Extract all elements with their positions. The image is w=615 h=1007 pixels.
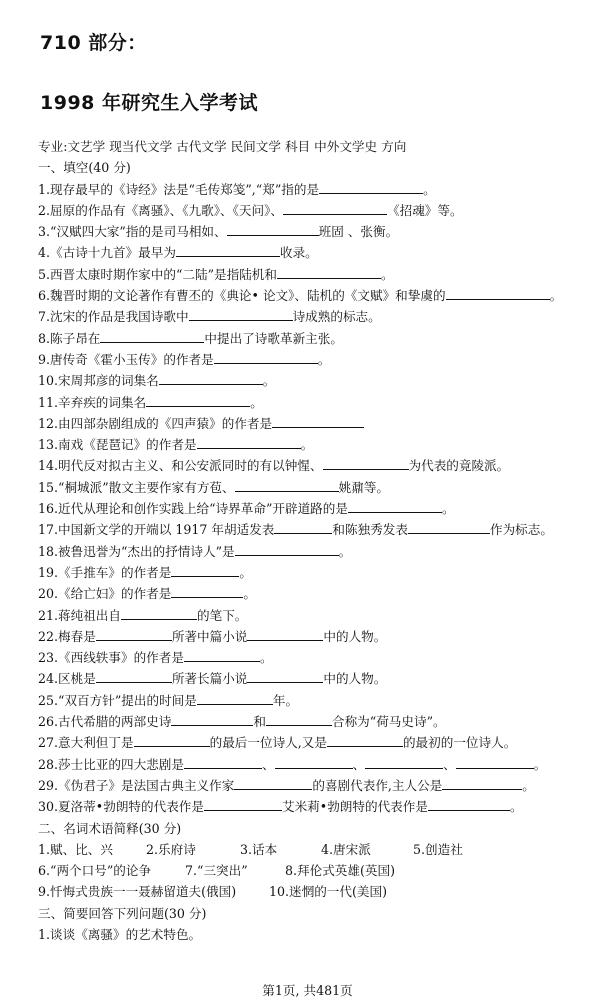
question-text: 中提出了诗歌革新主张。 bbox=[204, 330, 343, 346]
term-item: 8.拜伦式英雄(英国) bbox=[285, 863, 395, 879]
question-text: 15.“桐城派”散文主要作家有方苞、 bbox=[38, 479, 235, 495]
question-text: 年。 bbox=[272, 692, 299, 708]
question-text: 28.莎士比亚的四大悲剧是 bbox=[38, 756, 184, 772]
question-19 bbox=[38, 562, 598, 583]
question-11 bbox=[38, 392, 598, 413]
term-item: 3.话本 bbox=[240, 841, 278, 857]
question-text: 10.宋周邦彦的词集名 bbox=[38, 373, 159, 389]
question-text: 。 bbox=[259, 650, 273, 666]
answer-blank[interactable] bbox=[184, 648, 260, 662]
question-text: 2.屈原的作品有《离骚》、《九歌》、《天问》、 bbox=[38, 202, 283, 218]
answer-blank[interactable] bbox=[446, 286, 550, 300]
question-12 bbox=[38, 413, 598, 434]
question-text: 《招魂》等。 bbox=[387, 202, 463, 218]
answer-blank[interactable] bbox=[266, 712, 332, 726]
term-row bbox=[38, 860, 598, 881]
question-text: 12.由四部杂剧组成的《四声猿》的作者是 bbox=[38, 415, 273, 431]
question-30 bbox=[38, 796, 598, 817]
answer-blank[interactable] bbox=[235, 478, 339, 492]
answer-blank[interactable] bbox=[319, 180, 423, 194]
question-text: 。 bbox=[549, 288, 563, 304]
answer-blank[interactable] bbox=[100, 329, 204, 343]
term-item: 6.“两个口号”的论争 bbox=[38, 863, 152, 879]
question-2 bbox=[38, 200, 598, 221]
answer-blank[interactable] bbox=[247, 627, 323, 641]
answer-blank[interactable] bbox=[171, 712, 253, 726]
answer-blank[interactable] bbox=[234, 776, 312, 790]
short-answer-item: 1.谈谈《离骚》的艺术特色。 bbox=[38, 926, 202, 942]
question-text: 24.区桃是 bbox=[38, 671, 96, 687]
question-text: 21.蒋纯祖出自 bbox=[38, 607, 121, 623]
question-text: 。 bbox=[300, 437, 314, 453]
answer-blank[interactable] bbox=[272, 414, 364, 428]
term-item: 1.赋、比、兴 bbox=[38, 841, 113, 857]
question-text: 为代表的竟陵派。 bbox=[408, 458, 510, 474]
question-text: 姚鼐等。 bbox=[338, 479, 389, 495]
question-text: 11.辛弃疾的词集名 bbox=[38, 394, 147, 410]
question-text: 3.“汉赋四大家”指的是司马相如、 bbox=[38, 224, 227, 240]
answer-blank[interactable] bbox=[146, 393, 250, 407]
question-18 bbox=[38, 541, 598, 562]
question-text: 30.夏洛蒂•勃朗特的代表作是 bbox=[38, 799, 204, 815]
answer-blank[interactable] bbox=[323, 456, 409, 470]
question-text: 7.沈宋的作品是我国诗歌中 bbox=[38, 309, 189, 325]
term-list bbox=[38, 839, 598, 903]
question-text: 。 bbox=[423, 181, 436, 197]
question-text: 艾米莉•勃朗特的代表作是 bbox=[282, 799, 428, 815]
answer-blank[interactable] bbox=[197, 435, 301, 449]
question-text: 中的人物。 bbox=[323, 628, 387, 644]
question-text: 8.陈子昂在 bbox=[38, 330, 101, 346]
answer-blank[interactable] bbox=[428, 797, 510, 811]
answer-blank[interactable] bbox=[275, 755, 353, 769]
part3-heading: 三、简要回答下列问题(30 分) bbox=[38, 905, 207, 921]
question-text: 23.《西线轶事》的作者是 bbox=[38, 650, 184, 666]
question-text: 。 bbox=[243, 586, 256, 602]
question-text: 。 bbox=[509, 799, 523, 815]
question-text: 5.西晋太康时期作家中的“二陆”是指陆机和 bbox=[38, 266, 277, 282]
answer-blank[interactable] bbox=[204, 797, 282, 811]
question-20 bbox=[38, 583, 598, 604]
question-text: 班固 、张衡。 bbox=[318, 224, 399, 240]
subject-line: 专业:文艺学 现当代文学 古代文学 民间文学 科目 中外文学史 方向 bbox=[38, 139, 407, 154]
answer-blank[interactable] bbox=[171, 563, 239, 577]
question-29 bbox=[38, 775, 598, 796]
answer-blank[interactable] bbox=[235, 542, 339, 556]
question-text: 。 bbox=[262, 373, 276, 389]
answer-blank[interactable] bbox=[408, 520, 490, 534]
question-6 bbox=[38, 285, 598, 306]
question-7 bbox=[38, 306, 598, 327]
answer-blank[interactable] bbox=[189, 307, 293, 321]
question-14 bbox=[38, 455, 598, 476]
question-text: 。 bbox=[381, 266, 394, 282]
question-text: 的笔下。 bbox=[197, 607, 248, 623]
question-text: 13.南戏《琵琶记》的作者是 bbox=[38, 437, 197, 453]
answer-blank[interactable] bbox=[348, 499, 442, 513]
question-15 bbox=[38, 477, 598, 498]
question-text: 。 bbox=[317, 351, 331, 367]
question-9 bbox=[38, 349, 598, 370]
question-text: 25.“双百方针”提出的时间是 bbox=[38, 692, 197, 708]
answer-blank[interactable] bbox=[365, 755, 443, 769]
question-27 bbox=[38, 732, 598, 753]
answer-blank[interactable] bbox=[159, 371, 263, 385]
question-text: 16.近代从理论和创作实践上给“诗界革命”开辟道路的是 bbox=[38, 501, 348, 517]
question-text: 收录。 bbox=[279, 245, 318, 261]
question-text: 9.唐传奇《霍小玉传》的作者是 bbox=[38, 351, 214, 367]
term-row bbox=[38, 839, 598, 860]
question-text: 29.《伪君子》是法国古典主义作家 bbox=[38, 777, 235, 793]
question-26 bbox=[38, 711, 598, 732]
question-text: 14.明代反对拟古主义、和公安派同时的有以钟惺、 bbox=[38, 458, 323, 474]
question-10 bbox=[38, 370, 598, 391]
question-22 bbox=[38, 626, 598, 647]
question-text: 。 bbox=[338, 543, 352, 559]
question-text: 中的人物。 bbox=[323, 671, 387, 687]
question-text: 。 bbox=[239, 564, 252, 580]
term-item: 5.创造社 bbox=[413, 841, 463, 857]
question-text: 。 bbox=[250, 394, 263, 410]
fill-in-questions bbox=[38, 179, 598, 818]
question-text: 19.《手推车》的作者是 bbox=[38, 564, 172, 580]
question-text: 所著长篇小说 bbox=[171, 671, 248, 687]
question-text: 合称为“荷马史诗”。 bbox=[331, 714, 446, 730]
answer-blank[interactable] bbox=[274, 520, 332, 534]
question-1 bbox=[38, 179, 598, 200]
question-text: 4.《古诗十九首》最早为 bbox=[38, 245, 176, 261]
question-text: 的最后一位诗人,又是 bbox=[209, 735, 327, 751]
question-24 bbox=[38, 668, 598, 689]
term-item: 9.忏悔式贵族一一聂赫留道夫(俄国) bbox=[38, 884, 237, 900]
question-text: 6.魏晋时期的文论著作有曹丕的《典论• 论文》、陆机的《文赋》和挚虞的 bbox=[38, 288, 446, 304]
question-text: 1.现存最早的《诗经》法是“毛传郑笺”,“郑”指的是 bbox=[38, 181, 320, 197]
question-5 bbox=[38, 264, 598, 285]
question-3 bbox=[38, 221, 598, 242]
answer-blank[interactable] bbox=[96, 669, 172, 683]
question-text: 22.梅春是 bbox=[38, 628, 96, 644]
answer-blank[interactable] bbox=[96, 627, 172, 641]
question-25 bbox=[38, 690, 598, 711]
question-text: 和陈独秀发表 bbox=[332, 522, 408, 538]
term-item: 4.唐宋派 bbox=[321, 841, 371, 857]
answer-blank[interactable] bbox=[197, 691, 273, 705]
part2-heading: 二、名词术语简释(30 分) bbox=[38, 820, 182, 836]
page-footer: 第1页, 共481页 bbox=[262, 983, 353, 998]
question-text: 18.被鲁迅誉为“杰出的抒情诗人”是 bbox=[38, 543, 235, 559]
question-text: 17.中国新文学的开端以 1917 年胡适发表 bbox=[38, 522, 275, 538]
section-heading: 710 部分： bbox=[40, 32, 147, 54]
short-answer-questions bbox=[38, 924, 598, 945]
answer-blank[interactable] bbox=[171, 584, 243, 598]
question-17 bbox=[38, 519, 598, 540]
answer-blank[interactable] bbox=[176, 243, 280, 257]
answer-blank[interactable] bbox=[121, 606, 197, 620]
question-text: 所著中篇小说 bbox=[171, 628, 248, 644]
question-16 bbox=[38, 498, 598, 519]
question-21 bbox=[38, 605, 598, 626]
exam-title: 1998 年研究生入学考试 bbox=[40, 92, 258, 114]
question-text: 。 bbox=[522, 777, 535, 793]
part1-heading: 一、填空(40 分) bbox=[38, 160, 131, 176]
exam-content bbox=[38, 136, 598, 945]
question-23 bbox=[38, 647, 598, 668]
term-item: 7.“三突出” bbox=[185, 863, 248, 879]
answer-blank[interactable] bbox=[134, 733, 210, 747]
question-13 bbox=[38, 434, 598, 455]
question-text: 、 bbox=[352, 756, 366, 772]
question-text: 的喜剧代表作,主人公是 bbox=[312, 777, 443, 793]
question-text: 27.意大利但丁是 bbox=[38, 735, 134, 751]
term-item: 10.迷惘的一代(美国) bbox=[269, 884, 388, 900]
question-text: 20.《给亡妇》的作者是 bbox=[38, 586, 172, 602]
answer-blank[interactable] bbox=[277, 265, 381, 279]
question-text: 和 bbox=[253, 714, 266, 730]
question-text: 。 bbox=[441, 501, 455, 517]
question-text: 作为标志。 bbox=[489, 522, 553, 538]
question-8 bbox=[38, 328, 598, 349]
answer-blank[interactable] bbox=[456, 755, 534, 769]
answer-blank[interactable] bbox=[184, 755, 262, 769]
answer-blank[interactable] bbox=[227, 222, 319, 236]
question-4 bbox=[38, 242, 598, 263]
term-row bbox=[38, 881, 598, 902]
answer-blank[interactable] bbox=[214, 350, 318, 364]
question-text: 26.古代希腊的两部史诗 bbox=[38, 714, 172, 730]
question-text: 。 bbox=[533, 756, 547, 772]
question-28 bbox=[38, 754, 598, 775]
answer-blank[interactable] bbox=[327, 733, 403, 747]
answer-blank[interactable] bbox=[247, 669, 323, 683]
answer-blank[interactable] bbox=[442, 776, 522, 790]
question-text: 、 bbox=[443, 756, 456, 772]
answer-blank[interactable] bbox=[283, 201, 387, 215]
question-text: 、 bbox=[261, 756, 275, 772]
term-item: 2.乐府诗 bbox=[146, 841, 196, 857]
question-text: 诗成熟的标志。 bbox=[292, 309, 381, 325]
question-text: 的最初的一位诗人。 bbox=[402, 735, 517, 751]
